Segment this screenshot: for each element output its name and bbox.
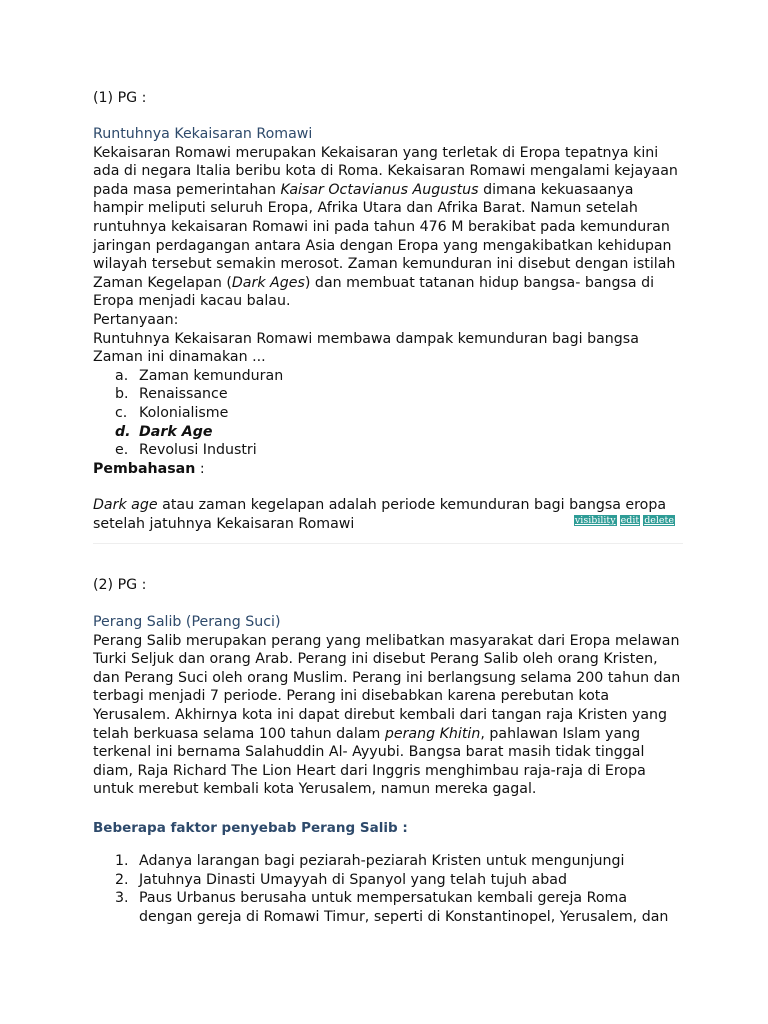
option-letter: d. bbox=[115, 423, 131, 440]
factors-list bbox=[93, 852, 683, 926]
list-number: 2. bbox=[115, 871, 129, 888]
passage-text: ) dan membuat tatanan hidup bangsa- bangsa di Eropa menjadi kacau balau. bbox=[93, 274, 655, 310]
option-a bbox=[93, 367, 683, 386]
list-item bbox=[93, 889, 683, 926]
passage-text: Perang Salib merupakan perang yang melibatkan masyarakat dari Eropa melawan Turki Seljuk dan orang Arab. Perang ini disebut Perang Salib oleh orang Kristen, dan Perang Suci oleh orang Muslim. Perang ini berlangsung selama 200 tahun dan terbagi menjadi 7 periode. Perang ini disebabkan karena perebutan kota Yerusalem. Akhirnya kota ini dapat direbut kembali dari tangan raja Kristen yang telah berkuasa selama 100 tahun dalam bbox=[93, 632, 681, 742]
explanation-body: atau zaman kegelapan adalah periode kemunduran bagi bangsa eropa setelah jatuhnya Kekaisaran Romawi bbox=[93, 497, 667, 532]
passage-text: Kekaisaran Romawi merupakan Kekaisaran yang terletak di Eropa tepatnya kini ada di negara Italia beribu kota di Roma. Kekaisaran Romawi mengalami kejayaan pada masa pemerintahan bbox=[93, 144, 678, 198]
answer-options bbox=[93, 367, 683, 460]
option-d-correct bbox=[93, 423, 683, 442]
question-text: Runtuhnya Kekaisaran Romawi membawa dampak kemunduran bagi bangsa Zaman ini dinamakan ... bbox=[93, 330, 639, 366]
question-1-title: Runtuhnya Kekaisaran Romawi bbox=[93, 126, 313, 142]
option-text: Dark Age bbox=[139, 423, 213, 440]
list-text: Jatuhnya Dinasti Umayyah di Spanyol yang telah tujuh abad bbox=[139, 871, 567, 888]
factors-title: Beberapa faktor penyebab Perang Salib : bbox=[93, 820, 408, 836]
explanation-colon: : bbox=[195, 460, 205, 477]
option-c bbox=[93, 404, 683, 423]
question-2-passage bbox=[93, 632, 683, 799]
explanation-label-text: Pembahasan bbox=[93, 460, 196, 477]
list-text: Paus Urbanus berusaha untuk mempersatukan kembali gereja Roma dengan gereja di Romawi Timur, seperti di Konstantinopel, Yerusalem, dan bbox=[139, 890, 669, 925]
option-b bbox=[93, 385, 683, 404]
divider bbox=[93, 543, 683, 544]
explanation-emphasis: Dark age bbox=[93, 497, 158, 514]
question-1-passage bbox=[93, 144, 683, 311]
passage-emphasis: perang Khitin bbox=[384, 725, 481, 742]
passage-text: , pahlawan Islam yang terkenal ini bernama Salahuddin Al- Ayyubi. Bangsa barat masih tidak tinggal diam, Raja Richard The Lion Heart dari Inggris menghimbau raja-raja di Eropa untuk merebut kembali kota Yerusalem, namun mereka gagal. bbox=[93, 725, 646, 798]
list-number: 1. bbox=[115, 853, 129, 869]
option-letter: b. bbox=[115, 386, 129, 403]
option-text: Zaman kemunduran bbox=[139, 367, 284, 384]
explanation-label bbox=[93, 460, 683, 479]
option-text: Revolusi Industri bbox=[139, 442, 257, 459]
option-letter: e. bbox=[115, 442, 129, 459]
question-2 bbox=[93, 613, 683, 799]
item-actions bbox=[571, 515, 675, 527]
question-1 bbox=[93, 125, 683, 533]
passage-emphasis: Dark Ages bbox=[231, 274, 305, 291]
question-2-title: Perang Salib (Perang Suci) bbox=[93, 614, 281, 630]
option-e bbox=[93, 441, 683, 460]
visibility-link[interactable]: visibility bbox=[574, 515, 616, 526]
list-item bbox=[93, 871, 683, 890]
passage-emphasis: Kaisar Octavianus Augustus bbox=[280, 181, 479, 198]
list-item bbox=[93, 852, 683, 871]
question-2-label: (2) PG : bbox=[93, 577, 147, 593]
delete-link[interactable]: delete bbox=[644, 515, 674, 526]
factors-list-wrap bbox=[93, 852, 683, 926]
list-text: Adanya larangan bagi peziarah-peziarah Kristen untuk mengunjungi bbox=[139, 853, 625, 869]
option-letter: c. bbox=[115, 404, 128, 421]
option-text: Kolonialisme bbox=[139, 404, 229, 421]
option-letter: a. bbox=[115, 367, 129, 384]
edit-link[interactable]: edit bbox=[620, 515, 640, 526]
question-1-label: (1) PG : bbox=[93, 90, 147, 106]
list-number: 3. bbox=[115, 890, 129, 907]
question-label: Pertanyaan: bbox=[93, 311, 179, 328]
option-text: Renaissance bbox=[139, 386, 228, 403]
passage-text: dimana kekuasaanya hampir meliputi seluruh Eropa, Afrika Utara dan Afrika Barat. Namun setelah runtuhnya kekaisaran Romawi ini pada tahun 476 M berakibat pada kemunduran jaringan perdagangan antara Asia dengan Eropa yang mengakibatkan kehidupan wilayah tersebut semakin merosot. Zaman kemunduran ini disebut dengan istilah Zaman Kegelapan ( bbox=[93, 181, 676, 291]
